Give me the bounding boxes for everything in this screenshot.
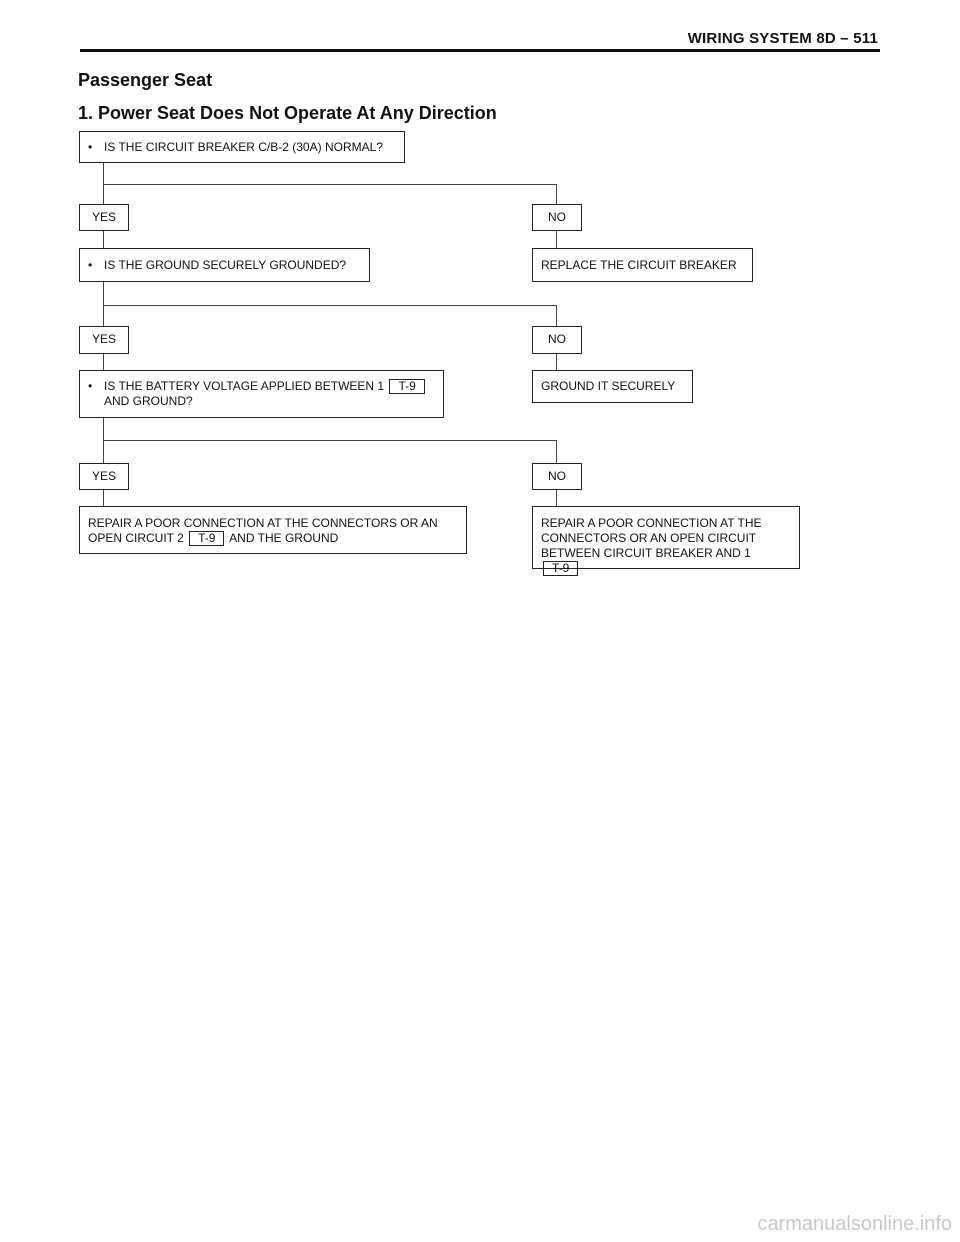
action-text: BETWEEN CIRCUIT BREAKER AND 1 (541, 546, 751, 560)
action-repair-ground-circuit (79, 506, 467, 554)
connector-line (556, 230, 557, 248)
terminal-tag: T-9 (389, 379, 424, 394)
action-ground-securely (532, 370, 693, 403)
terminal-tag: T-9 (189, 531, 224, 546)
question-text: IS THE BATTERY VOLTAGE APPLIED BETWEEN 1 (104, 379, 385, 393)
connector-line (556, 184, 557, 204)
question-battery-voltage (79, 370, 444, 418)
action-text: OPEN CIRCUIT 2 (88, 531, 184, 545)
connector-line (103, 162, 104, 204)
connector-line (556, 440, 557, 463)
question-circuit-breaker (79, 131, 405, 163)
question-text: AND GROUND? (104, 394, 193, 408)
action-text: REPAIR A POOR CONNECTION AT THE CONNECTORS OR AN (88, 516, 438, 530)
bullet-icon: • (88, 258, 93, 272)
question-text: IS THE GROUND SECURELY GROUNDED? (104, 258, 347, 272)
procedure-title: 1. Power Seat Does Not Operate At Any Direction (78, 103, 497, 123)
watermark: carmanualsonline.info (757, 1213, 952, 1235)
connector-line (103, 353, 104, 370)
action-repair-breaker-circuit (532, 506, 800, 575)
action-replace-breaker (532, 248, 753, 282)
no-label: NO (532, 204, 582, 231)
connector-line (103, 184, 557, 185)
connector-line (103, 281, 104, 326)
connector-line (103, 440, 557, 441)
connector-line (556, 489, 557, 506)
action-text: REPLACE THE CIRCUIT BREAKER (541, 258, 737, 272)
action-text: AND THE GROUND (229, 531, 339, 545)
no-label: NO (532, 326, 582, 354)
section-title: Passenger Seat (78, 70, 213, 90)
connector-line (556, 353, 557, 370)
no-label: NO (532, 463, 582, 490)
terminal-tag: T-9 (543, 561, 578, 576)
yes-label: YES (79, 326, 129, 354)
header-rule (80, 49, 880, 52)
question-text: IS THE CIRCUIT BREAKER C/B-2 (30A) NORMAL? (104, 140, 383, 154)
connector-line (103, 230, 104, 248)
question-ground (79, 248, 370, 282)
action-text: REPAIR A POOR CONNECTION AT THE (541, 516, 762, 530)
bullet-icon: • (88, 379, 93, 393)
yes-label: YES (79, 204, 129, 231)
yes-label: YES (79, 463, 129, 490)
connector-line (103, 305, 557, 306)
bullet-icon: • (88, 140, 93, 154)
action-text: CONNECTORS OR AN OPEN CIRCUIT (541, 531, 757, 545)
connector-line (103, 489, 104, 506)
page-header: WIRING SYSTEM 8D – 511 (687, 30, 878, 47)
action-text: GROUND IT SECURELY (541, 379, 676, 393)
connector-line (556, 305, 557, 326)
